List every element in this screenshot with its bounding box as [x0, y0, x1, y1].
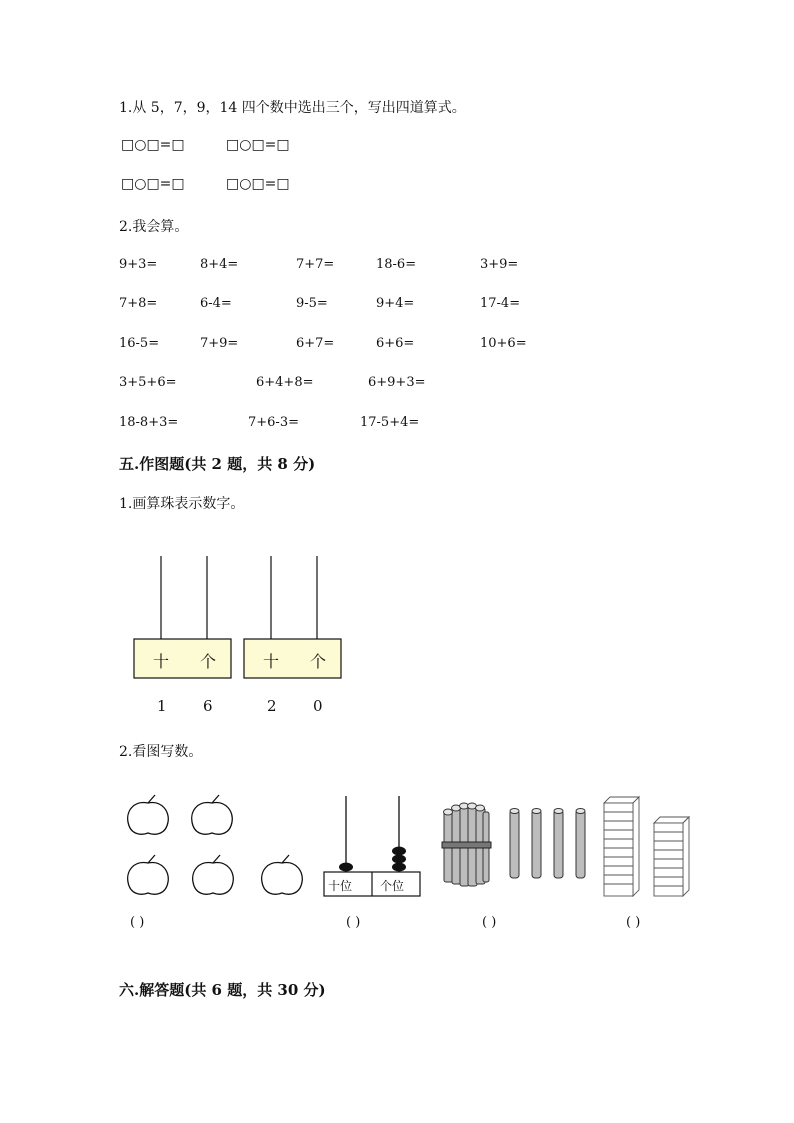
arithmetic-item: 8+4=: [200, 257, 239, 272]
q5-1-title: 1.画算珠表示数字。: [119, 496, 245, 512]
arithmetic-item: 18-6=: [376, 257, 417, 272]
q1-title: 1.从 5，7，9，14 四个数中选出三个，写出四道算式。: [119, 100, 466, 116]
abacus-tens-label: 十: [263, 652, 280, 671]
abacus-ones-label: 个: [310, 652, 327, 671]
arithmetic-item: 7+9=: [200, 336, 239, 351]
equation-template: □○□=□: [121, 137, 185, 153]
arithmetic-item: 7+6-3=: [248, 415, 299, 430]
arithmetic-item: 17-4=: [480, 296, 521, 311]
apple-icon: [128, 855, 169, 894]
cube-stack-icon: [654, 817, 689, 896]
abacus-digit: 6: [203, 697, 213, 715]
equation-template: □○□=□: [226, 137, 290, 153]
abacus-bead: [392, 863, 406, 872]
arithmetic-item: 16-5=: [119, 336, 160, 351]
arithmetic-item: 10+6=: [480, 336, 527, 351]
apple-icon: [192, 795, 233, 834]
section6-heading: 六.解答题(共 6 题，共 30 分): [119, 981, 326, 999]
answer-blank[interactable]: ( ): [482, 915, 497, 930]
arithmetic-item: 6+4+8=: [256, 375, 314, 390]
arithmetic-item: 6+9+3=: [368, 375, 426, 390]
q5-2-title: 2.看图写数。: [119, 744, 203, 760]
apple-icon: [262, 855, 303, 894]
arithmetic-item: 7+8=: [119, 296, 158, 311]
arithmetic-item: 9+3=: [119, 257, 158, 272]
answer-blank[interactable]: ( ): [346, 915, 361, 930]
answer-blank[interactable]: ( ): [130, 915, 145, 930]
arithmetic-item: 3+9=: [480, 257, 519, 272]
arithmetic-item: 6+7=: [296, 336, 335, 351]
apple-icon: [128, 795, 169, 834]
abacus-bead: [339, 863, 353, 872]
arithmetic-item: 9+4=: [376, 296, 415, 311]
equation-template: □○□=□: [121, 176, 185, 192]
abacus-digit: 1: [157, 697, 167, 715]
abacus-ones-label: 个: [200, 652, 217, 671]
single-sticks-icon: [510, 809, 585, 879]
apple-icon: [193, 855, 234, 894]
abacus-ones-place-label: 个位: [380, 879, 405, 893]
abacus-digit: 2: [267, 697, 277, 715]
q2-title: 2.我会算。: [119, 219, 189, 235]
abacus-tens-label: 十: [153, 652, 170, 671]
abacus-bead: [392, 847, 406, 856]
arithmetic-item: 6+6=: [376, 336, 415, 351]
arithmetic-item: 3+5+6=: [119, 375, 177, 390]
abacus-bead: [392, 855, 406, 864]
arithmetic-item: 6-4=: [200, 296, 232, 311]
abacus-tens-place-label: 十位: [328, 879, 353, 893]
arithmetic-item: 7+7=: [296, 257, 335, 272]
abacus-digit: 0: [313, 697, 323, 715]
section5-heading: 五.作图题(共 2 题，共 8 分): [119, 455, 316, 473]
cube-stack-icon: [604, 797, 639, 896]
arithmetic-item: 9-5=: [296, 296, 328, 311]
stick-bundle-icon: [442, 803, 491, 886]
arithmetic-item: 17-5+4=: [360, 415, 420, 430]
equation-template: □○□=□: [226, 176, 290, 192]
arithmetic-item: 18-8+3=: [119, 415, 179, 430]
answer-blank[interactable]: ( ): [626, 915, 641, 930]
